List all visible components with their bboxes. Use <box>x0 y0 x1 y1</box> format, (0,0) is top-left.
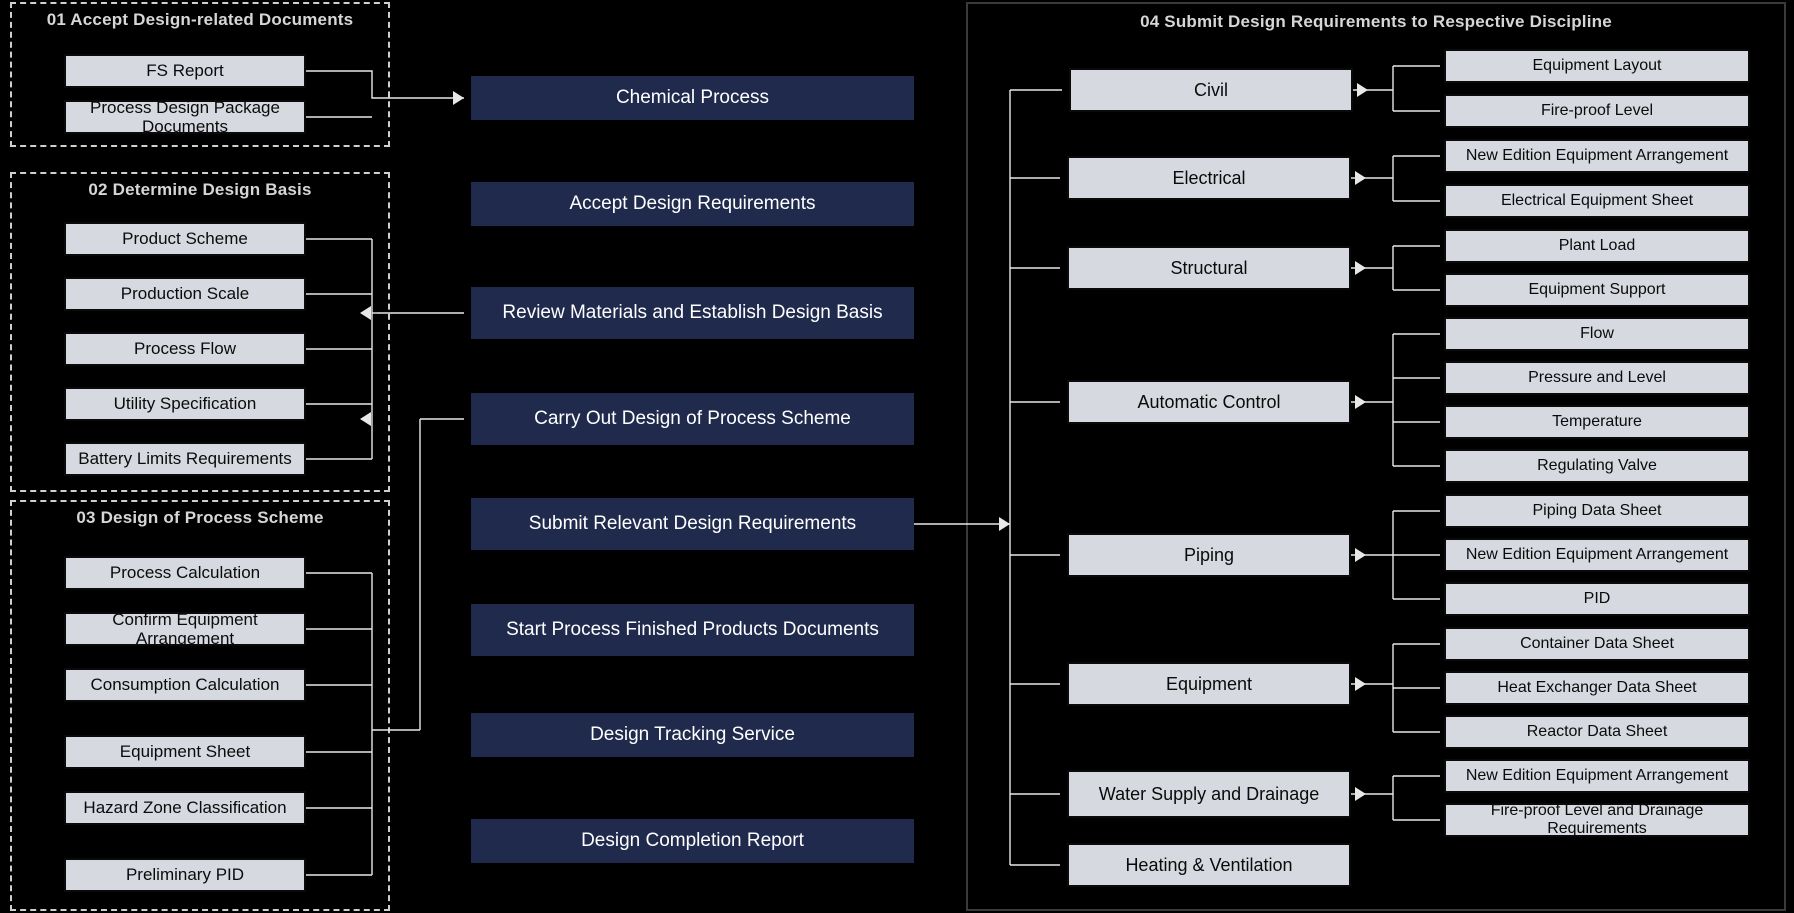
arrow-to-group-03 <box>360 412 371 426</box>
g03-item-preliminary-pid[interactable]: Preliminary PID <box>64 858 306 892</box>
discipline-electrical[interactable]: Electrical <box>1067 156 1351 200</box>
arrow-to-group-02 <box>360 306 371 320</box>
deliverable-pid[interactable]: PID <box>1444 582 1750 616</box>
discipline-civil[interactable]: Civil <box>1069 68 1353 112</box>
deliverable-heat-exchanger-data-sheet[interactable]: Heat Exchanger Data Sheet <box>1444 671 1750 705</box>
g02-item-battery-limits-requirements[interactable]: Battery Limits Requirements <box>64 442 306 476</box>
main-step-start-process-finished-products-documents[interactable]: Start Process Finished Products Documents <box>471 604 914 656</box>
group-02-title: 02 Determine Design Basis <box>88 180 312 199</box>
deliverable-electrical-equipment-sheet[interactable]: Electrical Equipment Sheet <box>1444 184 1750 218</box>
arrow-to-group-04 <box>999 517 1010 531</box>
group-01-title: 01 Accept Design-related Documents <box>46 10 354 29</box>
group-04-title: 04 Submit Design Requirements to Respective Discipline <box>1140 12 1612 31</box>
arrow-discipline-civil <box>1357 83 1368 97</box>
deliverable-new-edition-equipment-arrangement-piping[interactable]: New Edition Equipment Arrangement <box>1444 538 1750 572</box>
g02-item-process-flow[interactable]: Process Flow <box>64 332 306 366</box>
g01-item-process-design-package-documents[interactable]: Process Design Package Documents <box>64 100 306 134</box>
main-step-chemical-process[interactable]: Chemical Process <box>471 76 914 120</box>
deliverable-regulating-valve[interactable]: Regulating Valve <box>1444 449 1750 483</box>
g02-item-production-scale[interactable]: Production Scale <box>64 277 306 311</box>
deliverable-new-edition-equipment-arrangement-water[interactable]: New Edition Equipment Arrangement <box>1444 759 1750 793</box>
deliverable-equipment-layout[interactable]: Equipment Layout <box>1444 49 1750 83</box>
g02-item-product-scheme[interactable]: Product Scheme <box>64 222 306 256</box>
g03-item-consumption-calculation[interactable]: Consumption Calculation <box>64 668 306 702</box>
g03-item-hazard-zone-classification[interactable]: Hazard Zone Classification <box>64 791 306 825</box>
deliverable-container-data-sheet[interactable]: Container Data Sheet <box>1444 627 1750 661</box>
arrow-discipline-piping <box>1355 548 1366 562</box>
deliverable-flow[interactable]: Flow <box>1444 317 1750 351</box>
deliverable-reactor-data-sheet[interactable]: Reactor Data Sheet <box>1444 715 1750 749</box>
deliverable-fire-proof-level-and-drainage-requirements[interactable]: Fire-proof Level and Drainage Requirements <box>1444 803 1750 837</box>
discipline-water-supply-and-drainage[interactable]: Water Supply and Drainage <box>1067 770 1351 818</box>
g03-item-confirm-equipment-arrangement[interactable]: Confirm Equipment Arrangement <box>64 612 306 646</box>
group-03-title: 03 Design of Process Scheme <box>76 508 324 527</box>
discipline-heating-and-ventilation[interactable]: Heating & Ventilation <box>1067 843 1351 887</box>
main-step-carry-out-design-of-process-scheme[interactable]: Carry Out Design of Process Scheme <box>471 393 914 445</box>
arrow-discipline-electrical <box>1355 171 1366 185</box>
g03-item-process-calculation[interactable]: Process Calculation <box>64 556 306 590</box>
arrow-discipline-automatic-control <box>1355 395 1366 409</box>
deliverable-temperature[interactable]: Temperature <box>1444 405 1750 439</box>
deliverable-plant-load[interactable]: Plant Load <box>1444 229 1750 263</box>
arrow-discipline-water-supply <box>1355 787 1366 801</box>
g02-item-utility-specification[interactable]: Utility Specification <box>64 387 306 421</box>
deliverable-fire-proof-level[interactable]: Fire-proof Level <box>1444 94 1750 128</box>
g01-item-fs-report[interactable]: FS Report <box>64 54 306 88</box>
deliverable-pressure-and-level[interactable]: Pressure and Level <box>1444 361 1750 395</box>
main-step-submit-relevant-design-requirements[interactable]: Submit Relevant Design Requirements <box>471 498 914 550</box>
g03-item-equipment-sheet[interactable]: Equipment Sheet <box>64 735 306 769</box>
main-step-accept-design-requirements[interactable]: Accept Design Requirements <box>471 182 914 226</box>
arrow-to-chemical-process <box>453 91 464 105</box>
main-step-design-completion-report[interactable]: Design Completion Report <box>471 819 914 863</box>
deliverable-equipment-support[interactable]: Equipment Support <box>1444 273 1750 307</box>
arrow-discipline-structural <box>1355 261 1366 275</box>
deliverable-new-edition-equipment-arrangement-electrical[interactable]: New Edition Equipment Arrangement <box>1444 139 1750 173</box>
main-step-design-tracking-service[interactable]: Design Tracking Service <box>471 713 914 757</box>
discipline-automatic-control[interactable]: Automatic Control <box>1067 380 1351 424</box>
arrow-discipline-equipment <box>1355 677 1366 691</box>
main-step-review-materials-establish-design-basis[interactable]: Review Materials and Establish Design Basis <box>471 287 914 339</box>
discipline-equipment[interactable]: Equipment <box>1067 662 1351 706</box>
discipline-structural[interactable]: Structural <box>1067 246 1351 290</box>
discipline-piping[interactable]: Piping <box>1067 533 1351 577</box>
deliverable-piping-data-sheet[interactable]: Piping Data Sheet <box>1444 494 1750 528</box>
